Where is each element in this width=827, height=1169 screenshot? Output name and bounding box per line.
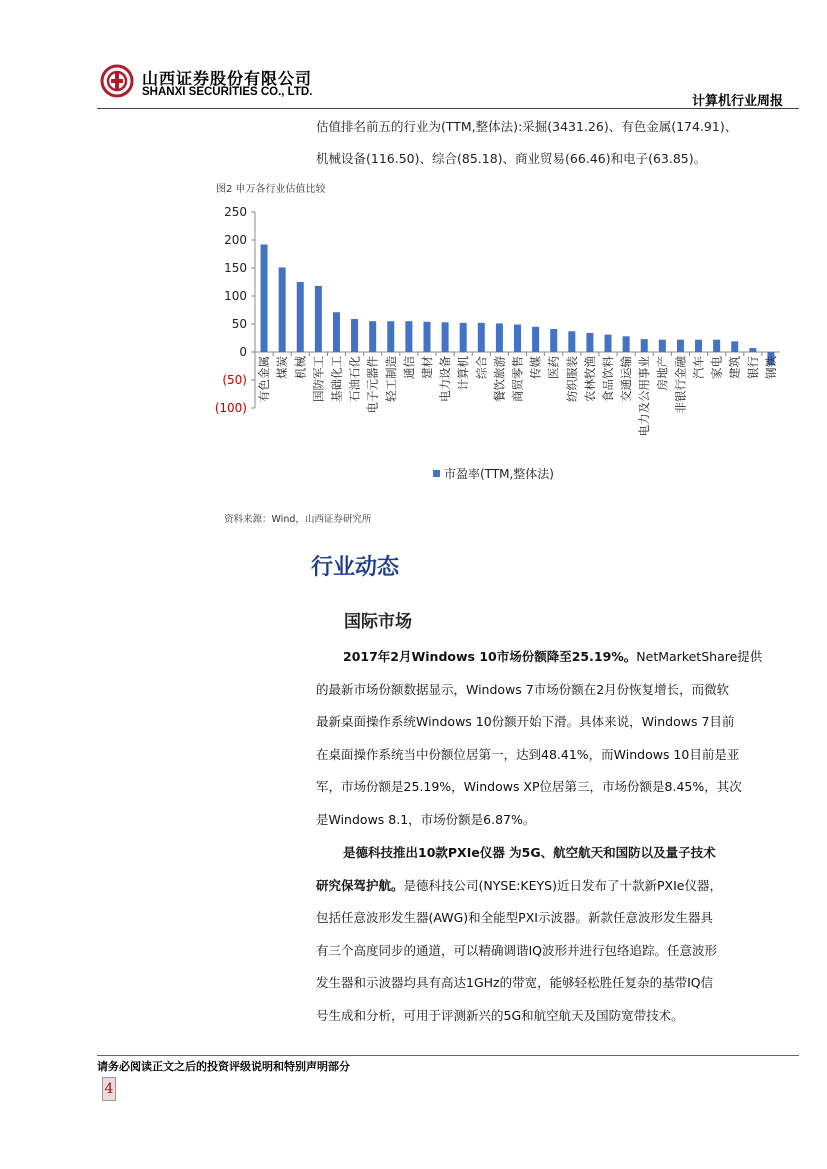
bar [297,282,304,352]
bar [405,321,412,352]
y-tick-label: 100 [224,289,247,303]
x-tick-label: 交通运输 [619,356,634,402]
x-tick-label: 餐饮旅游 [492,356,507,402]
bar [496,323,503,352]
news1-line-6: 是Windows 8.1，市场份额是6.87%。 [316,811,536,827]
x-tick-label: 医药 [546,356,561,379]
x-tick-label: 国防军工 [311,356,326,402]
x-tick-label: 纺织服装 [564,356,579,402]
industry-pe-chart [200,198,800,498]
bar [478,323,485,352]
section-title: 行业动态 [311,555,400,580]
news1-line-3: 最新桌面操作系统Windows 10份额开始下滑。具体来说，Windows 7目前 [316,714,735,730]
news2-line-2 [316,870,791,903]
footer-divider [97,1055,799,1056]
x-tick-label: 钢铁 [763,356,778,379]
bar [605,335,612,352]
bar [315,286,322,352]
bar [369,321,376,352]
x-tick-label: 建材 [419,356,434,379]
news-item-1 [316,641,791,837]
news2-line-5: 发生器和示波器均具有高达1GHz的带宽，能够轻松胜任复杂的基带IQ信 [316,975,714,991]
x-tick-label: 农林牧渔 [582,356,597,402]
bar [731,341,738,352]
x-tick-label: 基础化工 [329,356,344,402]
x-tick-label: 有色金属 [257,356,272,402]
legend-label: 市盈率(TTM,整体法) [444,467,554,481]
y-tick-label: 50 [231,317,247,331]
intro-line-2: 机械设备(116.50)、综合(85.18)、商业贸易(66.46)和电子(63.85)。 [316,151,707,166]
report-type: 计算机行业周报 [691,94,783,109]
x-tick-label: 通信 [401,356,416,379]
y-tick-label: 250 [224,205,247,219]
news-item-2 [316,837,791,1033]
x-tick-label: 石油石化 [347,356,362,402]
news1-line-5: 军，市场份额是25.19%，Windows XP位居第三，市场份额是8.45%，其次 [316,779,742,795]
bar [532,327,539,352]
bar [442,322,449,352]
bar [677,340,684,352]
x-tick-label: 综合 [474,356,489,379]
news2-line-6: 号生成和分析，可用于评测新兴的5G和航空航天及国防宽带技术。 [316,1007,684,1023]
intro-line-1: 估值排名前五的行业为(TTM,整体法):采掘(3431.26)、有色金属(174.91)、 [316,119,738,134]
bar [387,321,394,352]
bar [261,244,268,352]
bar [351,319,358,352]
bar [749,348,756,352]
news2-line-3: 包括任意波形发生器(AWG)和全能型PXI示波器。新款任意波形发生器具 [316,910,713,926]
figure-source: 资料来源：Wind，山西证券研究所 [224,514,372,525]
legend-swatch [433,470,440,477]
y-tick-label: (100) [214,401,247,415]
x-tick-label: 电子元器件 [365,356,380,414]
news1-line-1 [316,641,791,674]
x-tick-label: 电力设备 [438,356,453,402]
y-tick-label: (50) [222,373,247,387]
x-tick-label: 汽车 [691,356,706,379]
y-tick-label: 150 [224,261,247,275]
page-number: 4 [102,1077,116,1101]
bar [586,333,593,352]
news2-headline-2: 研究保驾护航。 [316,877,404,893]
x-tick-label: 建筑 [727,356,742,379]
y-tick-label: 0 [239,345,247,359]
company-name-cn: 山西证券股份有限公司 [142,69,313,88]
company-logo-icon [100,64,134,98]
bar [460,323,467,352]
news1-headline: 2017年2月Windows 10市场份额降至25.19%。 [343,649,637,664]
bar [641,339,648,352]
news2-text: 是德科技公司(NYSE:KEYS)近日发布了十款新PXIe仪器， [403,877,722,893]
x-tick-label: 轻工制造 [383,356,398,402]
x-tick-label: 商贸零售 [510,356,525,402]
bar [550,329,557,352]
bar [279,267,286,352]
figure-caption: 图2 申万各行业估值比较 [216,184,326,195]
news2-headline-1: 是德科技推出10款PXIe仪器 为5G、航空航天和国防以及量子技术 [343,845,716,860]
bar [568,331,575,352]
news2-line-4: 有三个高度同步的通道，可以精确调谐IQ波形并进行包络追踪。任意波形 [316,942,718,958]
section-subtitle: 国际市场 [344,612,412,632]
x-tick-label: 煤炭 [275,356,290,379]
y-tick-label: 200 [224,233,247,247]
x-tick-label: 计算机 [456,356,471,391]
x-tick-label: 银行 [745,356,760,379]
bar [514,325,521,352]
bar [695,340,702,352]
x-tick-label: 电力及公用事业 [637,356,652,437]
news1-line-4: 在桌面操作系统当中份额位居第一，达到48.41%，而Windows 10目前是亚 [316,746,740,762]
news1-text: NetMarketShare提供 [636,649,763,664]
bar [659,340,666,352]
header-divider [97,108,799,109]
bar [333,312,340,352]
x-tick-label: 传媒 [528,356,543,379]
x-tick-label: 食品饮料 [601,356,616,402]
x-tick-label: 家电 [709,356,724,379]
bar [623,336,630,352]
x-tick-label: 机械 [293,356,308,379]
x-tick-label: 非银行金融 [673,356,688,414]
footer-notice: 请务必阅读正文之后的投资评级说明和特别声明部分 [97,1060,350,1073]
bar [713,340,720,352]
company-name-en: SHANXI SECURITIES CO., LTD. [142,86,313,98]
bar [423,322,430,352]
x-tick-label: 房地产 [655,356,670,391]
news1-line-2: 的最新市场份额数据显示，Windows 7市场份额在2月份恢复增长，而微软 [316,681,730,697]
